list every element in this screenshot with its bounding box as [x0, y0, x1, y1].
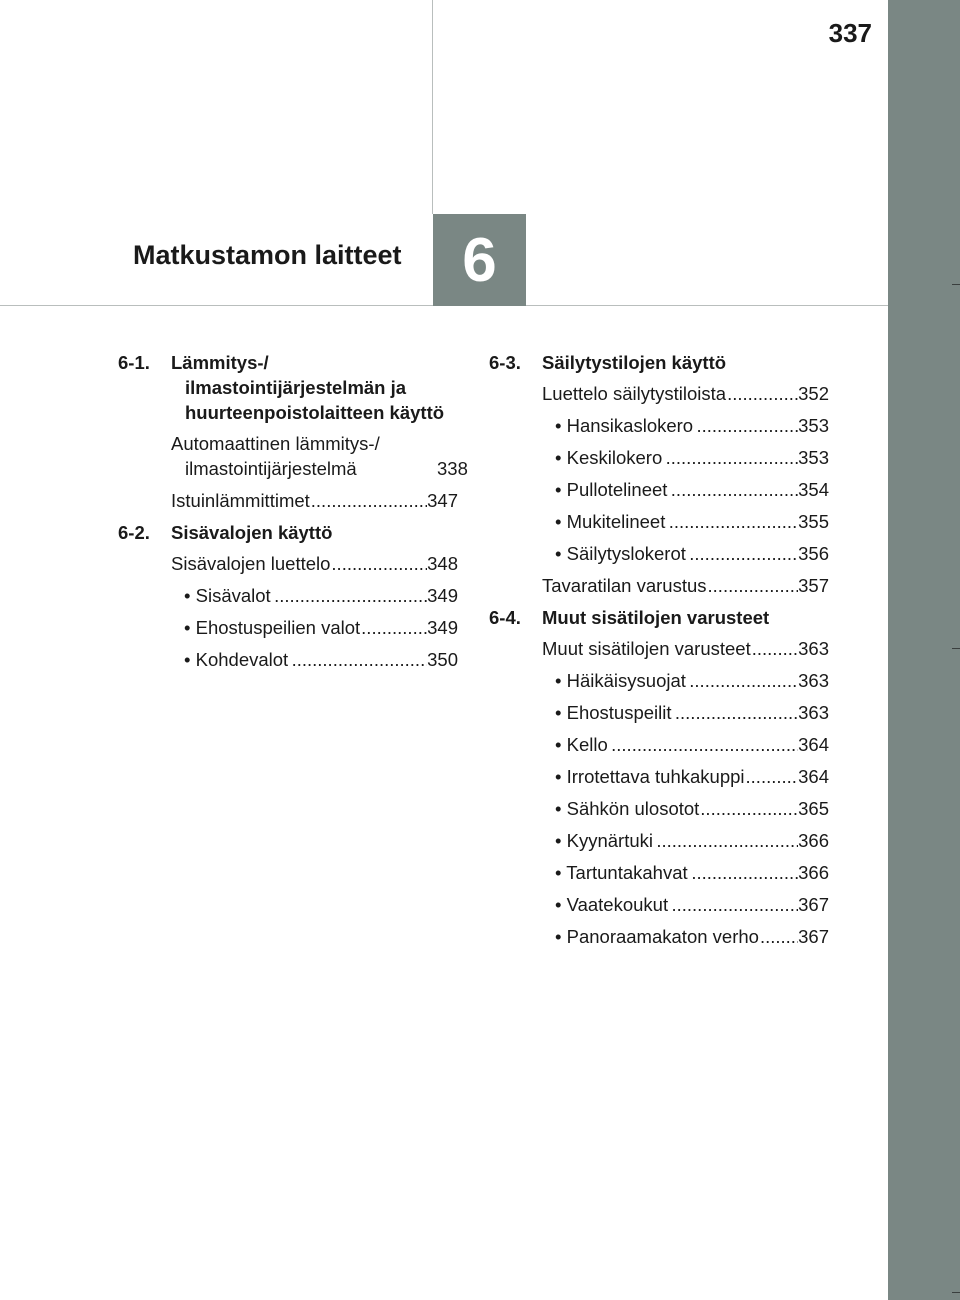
- dot-leader: [360, 615, 427, 640]
- entry-page-number: 349: [427, 585, 458, 606]
- chapter-side-band: [888, 0, 960, 1300]
- section-title: Lämmitys-/ ilmastointijärjestelmän ja huurteenpoistolaitteen käyttö: [171, 352, 445, 423]
- entry-page-number: 350: [427, 649, 458, 670]
- toc-subentry[interactable]: [555, 860, 829, 885]
- entry-page-number: 363: [798, 702, 829, 723]
- toc-subentry[interactable]: [184, 647, 458, 672]
- toc-subentry[interactable]: [555, 732, 829, 757]
- header-vertical-rule: [432, 0, 433, 214]
- toc-entry[interactable]: [171, 488, 458, 513]
- section-title: Muut sisätilojen varusteet: [542, 607, 770, 628]
- toc-section-heading[interactable]: [489, 605, 829, 630]
- dot-leader: [273, 583, 427, 608]
- toc-subentry[interactable]: [555, 509, 829, 534]
- crop-mark-bottom: [952, 1292, 960, 1293]
- entry-page-number: 357: [798, 575, 829, 596]
- entry-title: • Irrotettava tuhkakuppi: [555, 766, 745, 787]
- entry-title: Sisävalojen luettelo: [171, 553, 331, 574]
- entry-title: • Sisävalot: [184, 585, 271, 606]
- entry-title: Tavaratilan varustus: [542, 575, 707, 596]
- entry-page-number: 364: [798, 734, 829, 755]
- crop-mark-middle: [952, 648, 960, 649]
- entry-page-number: 353: [798, 415, 829, 436]
- section-number: 6-3.: [489, 352, 521, 373]
- dot-leader: [310, 488, 427, 513]
- entry-page-number: 365: [798, 798, 829, 819]
- dot-leader: [751, 636, 798, 661]
- toc-subentry[interactable]: [555, 764, 829, 789]
- entry-page-number: 363: [798, 638, 829, 659]
- entry-page-number: 367: [798, 926, 829, 947]
- entry-title: • Hansikaslokero: [555, 415, 694, 436]
- entry-page-number: 352: [798, 383, 829, 404]
- toc-subentry[interactable]: [555, 541, 829, 566]
- dot-leader: [688, 668, 798, 693]
- toc-entry[interactable]: [171, 431, 468, 481]
- toc-subentry[interactable]: [555, 700, 829, 725]
- dot-leader: [670, 477, 798, 502]
- toc-column-right: [489, 350, 829, 956]
- entry-title: • Kyynärtuki: [555, 830, 653, 851]
- toc-subentry[interactable]: [184, 615, 458, 640]
- dot-leader: [690, 860, 798, 885]
- entry-title: • Sähkön ulosotot: [555, 798, 700, 819]
- dot-leader: [610, 732, 798, 757]
- dot-leader: [674, 700, 798, 725]
- entry-page-number: 354: [798, 479, 829, 500]
- dot-leader: [699, 796, 798, 821]
- page-number: 337: [828, 18, 872, 48]
- toc-subentry[interactable]: [184, 583, 458, 608]
- entry-title: Automaattinen lämmitys-/ ilmastointijärjestelmä: [171, 433, 380, 479]
- toc-subentry[interactable]: [555, 892, 829, 917]
- entry-page-number: 367: [798, 894, 829, 915]
- entry-title: Istuinlämmittimet: [171, 490, 310, 511]
- section-number: 6-1.: [118, 352, 150, 373]
- entry-title: • Ehostuspeilien valot: [184, 617, 361, 638]
- toc-section-heading[interactable]: [118, 520, 458, 545]
- entry-title: • Tartuntakahvat: [555, 862, 688, 883]
- toc-section-heading[interactable]: [489, 350, 829, 375]
- entry-page-number: 366: [798, 862, 829, 883]
- toc-column-left: [118, 350, 468, 679]
- entry-page-number: 347: [427, 490, 458, 511]
- chapter-title: Matkustamon laitteet: [133, 240, 402, 270]
- entry-title: • Panoraamakaton verho: [555, 926, 759, 947]
- dot-leader: [695, 413, 798, 438]
- chapter-number: 6: [462, 225, 497, 295]
- toc-entry[interactable]: [542, 573, 829, 598]
- section-number: 6-2.: [118, 522, 150, 543]
- entry-title: Muut sisätilojen varusteet: [542, 638, 751, 659]
- entry-title: • Ehostuspeilit: [555, 702, 672, 723]
- entry-page-number: 364: [798, 766, 829, 787]
- dot-leader: [670, 892, 798, 917]
- dot-leader: [688, 541, 798, 566]
- entry-page-number: 356: [798, 543, 829, 564]
- toc-subentry[interactable]: [555, 668, 829, 693]
- entry-title: • Kohdevalot: [184, 649, 289, 670]
- toc-subentry[interactable]: [555, 413, 829, 438]
- toc-entry[interactable]: [542, 381, 829, 406]
- entry-title: • Säilytyslokerot: [555, 543, 686, 564]
- entry-title: • Vaatekoukut: [555, 894, 669, 915]
- toc-entry[interactable]: [171, 551, 458, 576]
- toc-subentry[interactable]: [555, 445, 829, 470]
- entry-page-number: 349: [427, 617, 458, 638]
- section-title: Säilytystilojen käyttö: [542, 352, 727, 373]
- dot-leader: [707, 573, 799, 598]
- dot-leader: [655, 828, 798, 853]
- entry-page-number: 348: [427, 553, 458, 574]
- entry-title: • Keskilokero: [555, 447, 663, 468]
- dot-leader: [759, 924, 798, 949]
- entry-page-number: 355: [798, 511, 829, 532]
- entry-title: Luettelo säilytystiloista: [542, 383, 727, 404]
- section-number: 6-4.: [489, 607, 521, 628]
- dot-leader: [291, 647, 428, 672]
- entry-page-number: 363: [798, 670, 829, 691]
- toc-subentry[interactable]: [555, 828, 829, 853]
- toc-entry[interactable]: [542, 636, 829, 661]
- dot-leader: [726, 381, 798, 406]
- toc-subentry[interactable]: [555, 477, 829, 502]
- dot-leader: [668, 509, 798, 534]
- dot-leader: [745, 764, 799, 789]
- dot-leader: [330, 551, 427, 576]
- entry-page-number: 338: [437, 458, 468, 479]
- entry-title: • Häikäisysuojat: [555, 670, 686, 691]
- chapter-number-box: [433, 214, 526, 306]
- entry-title: • Pullotelineet: [555, 479, 668, 500]
- toc-section-heading[interactable]: [118, 350, 458, 425]
- toc-subentry[interactable]: [555, 796, 829, 821]
- toc-subentry[interactable]: [555, 924, 829, 949]
- dot-leader: [665, 445, 799, 470]
- crop-mark-top: [952, 284, 960, 285]
- entry-title: • Kello: [555, 734, 608, 755]
- entry-title: • Mukitelineet: [555, 511, 666, 532]
- entry-page-number: 353: [798, 447, 829, 468]
- entry-page-number: 366: [798, 830, 829, 851]
- section-title: Sisävalojen käyttö: [171, 522, 333, 543]
